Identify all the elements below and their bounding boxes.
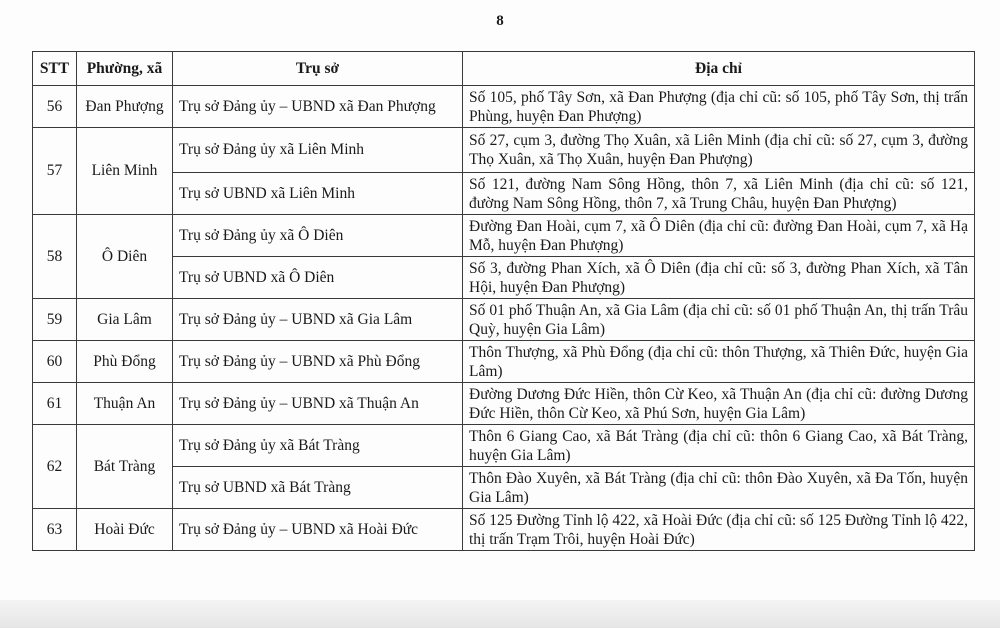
row-address: Số 121, đường Nam Sông Hồng, thôn 7, xã Liên Minh (địa chỉ cũ: số 121, đường Nam Sông Hồng, thôn 7, xã Trung Châu, huyện Đan Phượng) — [463, 173, 975, 215]
row-stt: 57 — [33, 128, 77, 215]
row-address: Thôn Đào Xuyên, xã Bát Tràng (địa chỉ cũ: thôn Đào Xuyên, xã Đa Tốn, huyện Gia Lâm) — [463, 467, 975, 509]
row-address: Thôn 6 Giang Cao, xã Bát Tràng (địa chỉ cũ: thôn 6 Giang Cao, xã Bát Tràng, huyện Gia Lâm) — [463, 425, 975, 467]
row-office: Trụ sở Đảng ủy – UBND xã Gia Lâm — [173, 299, 463, 341]
row-office: Trụ sở UBND xã Bát Tràng — [173, 467, 463, 509]
header-address: Địa chỉ — [463, 52, 975, 86]
table-row — [33, 509, 975, 551]
table-subrow — [33, 467, 975, 509]
row-ward: Liên Minh — [77, 128, 173, 215]
header-stt: STT — [33, 52, 77, 86]
row-ward: Hoài Đức — [77, 509, 173, 551]
row-stt: 58 — [33, 215, 77, 299]
row-office: Trụ sở UBND xã Liên Minh — [173, 173, 463, 215]
row-office: Trụ sở Đảng ủy xã Bát Tràng — [173, 425, 463, 467]
row-office: Trụ sở Đảng ủy xã Liên Minh — [173, 128, 463, 173]
row-office: Trụ sở Đảng ủy – UBND xã Hoài Đức — [173, 509, 463, 551]
table-row — [33, 383, 975, 425]
row-ward: Gia Lâm — [77, 299, 173, 341]
row-stt: 60 — [33, 341, 77, 383]
row-ward: Đan Phượng — [77, 86, 173, 128]
table-row — [33, 341, 975, 383]
row-address: Thôn Thượng, xã Phù Đổng (địa chỉ cũ: thôn Thượng, xã Thiên Đức, huyện Gia Lâm) — [463, 341, 975, 383]
row-stt: 62 — [33, 425, 77, 509]
row-stt: 63 — [33, 509, 77, 551]
table-row — [33, 425, 975, 467]
header-office: Trụ sở — [173, 52, 463, 86]
row-address: Số 125 Đường Tỉnh lộ 422, xã Hoài Đức (địa chỉ cũ: số 125 Đường Tỉnh lộ 422, thị trấn Trạm Trôi, huyện Hoài Đức) — [463, 509, 975, 551]
table-header-row — [33, 52, 975, 86]
page-number: 8 — [496, 13, 504, 29]
row-office: Trụ sở Đảng ủy – UBND xã Phù Đổng — [173, 341, 463, 383]
table-row — [33, 86, 975, 128]
page-bottom-shadow — [0, 600, 1000, 628]
header-ward: Phường, xã — [77, 52, 173, 86]
row-ward: Phù Đổng — [77, 341, 173, 383]
row-office: Trụ sở Đảng ủy – UBND xã Thuận An — [173, 383, 463, 425]
table-row — [33, 215, 975, 257]
row-address: Đường Dương Đức Hiền, thôn Cừ Keo, xã Thuận An (địa chỉ cũ: đường Dương Đức Hiền, thôn Cừ Keo, xã Phú Sơn, huyện Gia Lâm) — [463, 383, 975, 425]
table-subrow — [33, 257, 975, 299]
row-address: Số 3, đường Phan Xích, xã Ô Diên (địa chỉ cũ: số 3, đường Phan Xích, xã Tân Hội, huyện Đan Phượng) — [463, 257, 975, 299]
table-subrow — [33, 173, 975, 215]
row-address: Đường Đan Hoài, cụm 7, xã Ô Diên (địa chỉ cũ: đường Đan Hoài, cụm 7, xã Hạ Mỗ, huyện Đan Phượng) — [463, 215, 975, 257]
row-ward: Thuận An — [77, 383, 173, 425]
row-stt: 59 — [33, 299, 77, 341]
row-stt: 56 — [33, 86, 77, 128]
row-office: Trụ sở UBND xã Ô Diên — [173, 257, 463, 299]
row-ward: Bát Tràng — [77, 425, 173, 509]
row-address: Số 01 phố Thuận An, xã Gia Lâm (địa chỉ cũ: số 01 phố Thuận An, thị trấn Trâu Quỳ, huyện Gia Lâm) — [463, 299, 975, 341]
row-office: Trụ sở Đảng ủy xã Ô Diên — [173, 215, 463, 257]
row-stt: 61 — [33, 383, 77, 425]
row-ward: Ô Diên — [77, 215, 173, 299]
table-row — [33, 299, 975, 341]
table-row — [33, 128, 975, 173]
office-address-table — [32, 51, 975, 551]
row-address: Số 27, cụm 3, đường Thọ Xuân, xã Liên Minh (địa chỉ cũ: số 27, cụm 3, đường Thọ Xuân, xã Thọ Xuân, huyện Đan Phượng) — [463, 128, 975, 173]
row-office: Trụ sở Đảng ủy – UBND xã Đan Phượng — [173, 86, 463, 128]
row-address: Số 105, phố Tây Sơn, xã Đan Phượng (địa chỉ cũ: số 105, phố Tây Sơn, thị trấn Phùng, huyện Đan Phượng) — [463, 86, 975, 128]
